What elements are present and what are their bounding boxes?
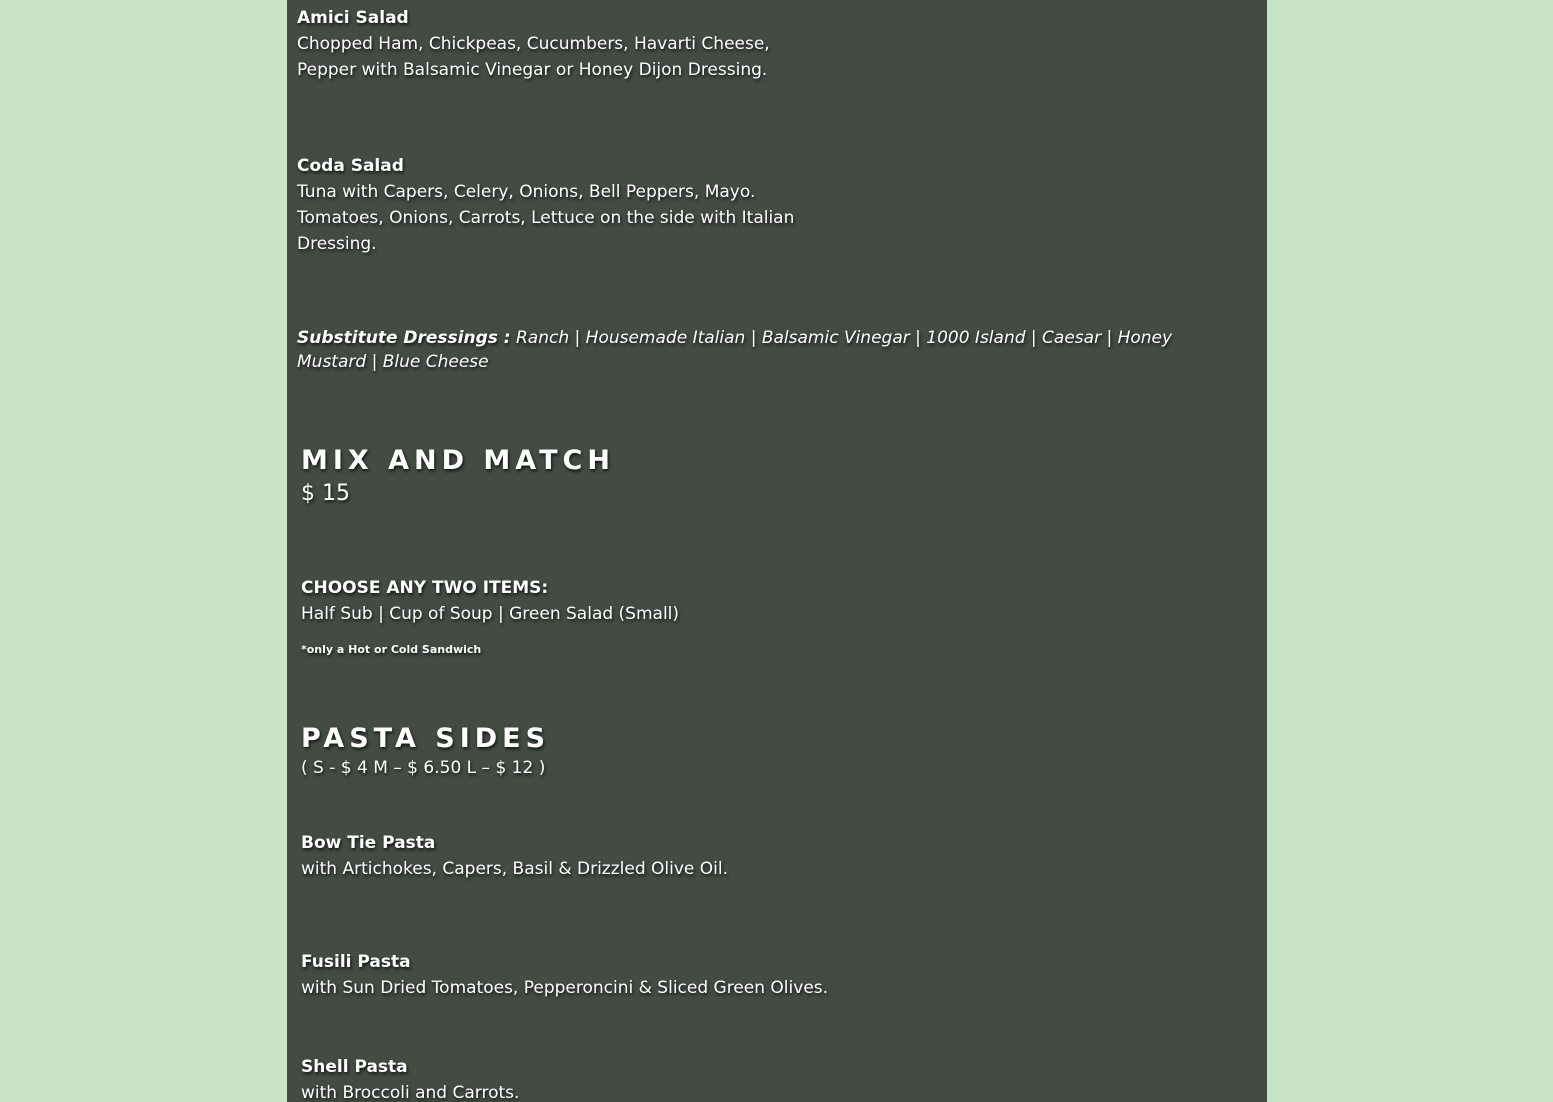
- choose-two-label: CHOOSE ANY TWO ITEMS:: [301, 578, 549, 598]
- coda-salad-desc-line-2: Tomatoes, Onions, Carrots, Lettuce on the side with Italian: [297, 208, 795, 228]
- shell-pasta-name: Shell Pasta: [301, 1057, 408, 1077]
- amici-salad-desc-line-1: Chopped Ham, Chickpeas, Cucumbers, Havarti Cheese,: [297, 34, 770, 54]
- coda-salad-name: Coda Salad: [297, 156, 404, 176]
- bow-tie-pasta-name: Bow Tie Pasta: [301, 833, 436, 853]
- pasta-sides-title: PASTA SIDES: [301, 723, 551, 754]
- coda-salad-desc-line-1: Tuna with Capers, Celery, Onions, Bell Peppers, Mayo.: [297, 182, 756, 202]
- mix-and-match-price: $ 15: [301, 481, 350, 506]
- bow-tie-pasta-desc: with Artichokes, Capers, Basil & Drizzled Olive Oil.: [301, 859, 729, 879]
- fusili-pasta-name: Fusili Pasta: [301, 952, 411, 972]
- mix-and-match-title: MIX AND MATCH: [301, 445, 615, 476]
- fusili-pasta-desc: with Sun Dried Tomatoes, Pepperoncini & Sliced Green Olives.: [301, 978, 829, 998]
- dressings-options-1: Ranch | Housemade Italian | Balsamic Vinegar | 1000 Island | Caesar | Honey: [516, 328, 1173, 348]
- coda-salad-desc-line-3: Dressing.: [297, 234, 377, 254]
- dressings-label: Substitute Dressings :: [297, 328, 511, 348]
- amici-salad-desc-line-2: Pepper with Balsamic Vinegar or Honey Dijon Dressing.: [297, 60, 768, 80]
- mix-and-match-options: Half Sub | Cup of Soup | Green Salad (Small): [301, 604, 680, 624]
- dressings-line-1: [297, 326, 1172, 350]
- amici-salad-name: Amici Salad: [297, 8, 409, 28]
- shell-pasta-desc: with Broccoli and Carrots.: [301, 1083, 520, 1102]
- pasta-sides-prices: ( S - $ 4 M – $ 6.50 L – $ 12 ): [301, 758, 546, 778]
- sandwich-note: *only a Hot or Cold Sandwich: [301, 643, 482, 656]
- menu-panel: [287, 0, 1267, 1102]
- dressings-options-2: Mustard | Blue Cheese: [297, 352, 489, 372]
